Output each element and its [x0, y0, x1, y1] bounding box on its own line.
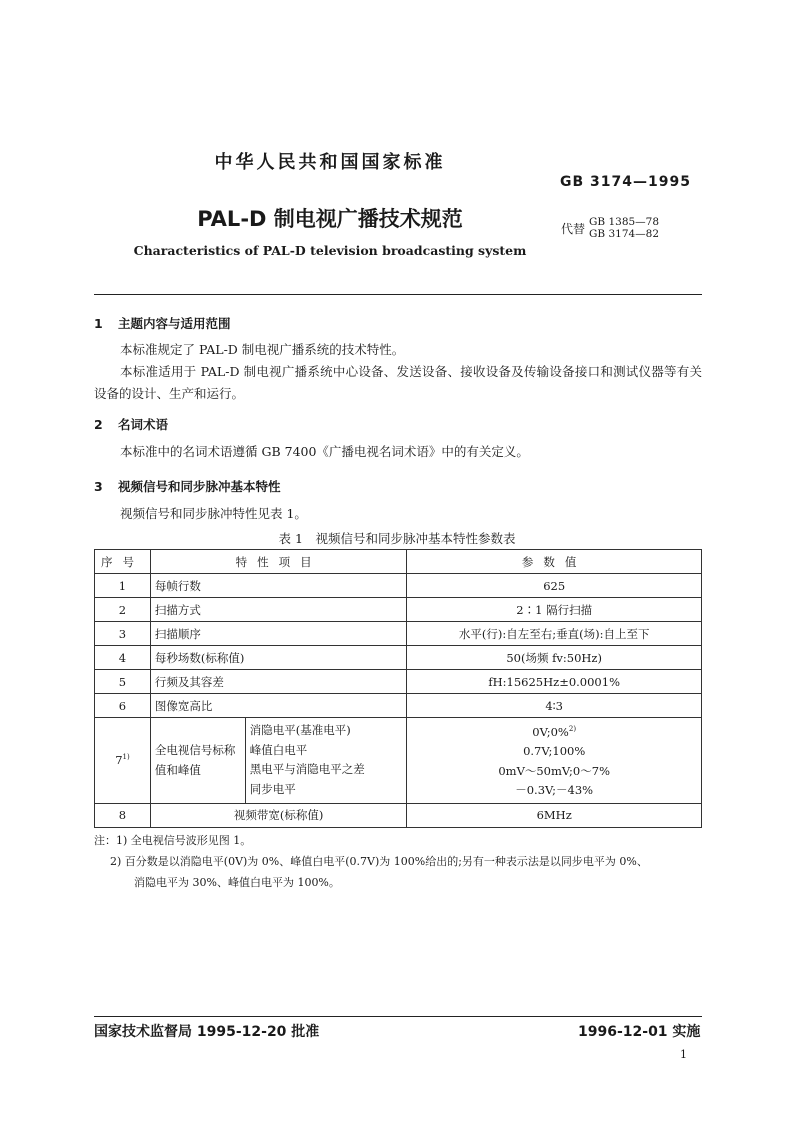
row-no: 3 [95, 622, 151, 646]
table-row-signal-levels [95, 718, 702, 804]
row-item: 每秒场数(标称值) [150, 646, 406, 670]
replaced-standard: GB 1385—78 [589, 216, 660, 228]
section-title: 视频信号和同步脉冲基本特性 [118, 479, 281, 494]
section-number: 3 [94, 479, 103, 494]
replaces-block [561, 216, 659, 240]
header-no: 序号 [95, 550, 151, 574]
table-notes [94, 830, 702, 893]
table-row [95, 670, 702, 694]
sub-item: 同步电平 [249, 781, 296, 796]
sub-item: 峰值白电平 [249, 742, 308, 757]
sub-value [411, 720, 697, 742]
row-no: 2 [95, 598, 151, 622]
row-value: 50(场频 fv:50Hz) [407, 646, 702, 670]
note-line [94, 830, 702, 851]
row-item: 行频及其容差 [150, 670, 406, 694]
row-no: 5 [95, 670, 151, 694]
row-value: fH:15625Hz±0.0001% [407, 670, 702, 694]
row-item: 扫描方式 [150, 598, 406, 622]
table-caption: 表 1 视频信号和同步脉冲基本特性参数表 [278, 531, 516, 546]
table-row [95, 646, 702, 670]
row-value: 625 [407, 574, 702, 598]
row-group-label: 全电视信号标称值和峰值 [150, 718, 245, 804]
section-1-paragraph-2: 本标准适用于 PAL-D 制电视广播系统中心设备、发送设备、接收设备及传输设备接口和测试仪器等有关设备的设计、生产和运行。 [94, 364, 702, 401]
page-title: PAL-D 制电视广播技术规范 [197, 207, 463, 231]
header-value: 参数值 [407, 550, 702, 574]
row-no: 6 [95, 694, 151, 718]
sub-value: 0mV～50mV;0～7% [498, 763, 610, 778]
approval-line: 国家技术监督局 1995-12-20 批准 [94, 1024, 320, 1040]
header-item: 特性项目 [150, 550, 406, 574]
row-value: 水平(行):自左至右;垂直(场):自上至下 [407, 622, 702, 646]
row-value: 6MHz [407, 803, 702, 827]
section-3-paragraph-1: 视频信号和同步脉冲特性见表 1。 [120, 506, 307, 521]
footnote-ref: 2) [568, 725, 577, 733]
section-title: 主题内容与适用范围 [118, 316, 231, 331]
section-number: 2 [94, 417, 103, 432]
section-heading-3 [94, 477, 281, 495]
header-divider [94, 294, 702, 295]
row-item: 视频带宽(标称值) [150, 803, 406, 827]
row-value: 2∶1 隔行扫描 [407, 598, 702, 622]
row-no: 4 [95, 646, 151, 670]
page-number: 1 [680, 1048, 687, 1061]
row-value: 4∶3 [407, 694, 702, 718]
sub-item: 消隐电平(基准电平) [249, 723, 351, 738]
section-heading-2 [94, 415, 168, 433]
footnote-ref: 1) [122, 753, 130, 762]
section-2-paragraph-1: 本标准中的名词术语遵循 GB 7400《广播电视名词术语》中的有关定义。 [120, 444, 529, 459]
row-item: 每帧行数 [150, 574, 406, 598]
row-no [95, 718, 151, 804]
table-row [95, 694, 702, 718]
row-no-value: 7 [115, 753, 123, 768]
section-1-paragraph-1: 本标准规定了 PAL-D 制电视广播系统的技术特性。 [120, 342, 405, 357]
row-no: 1 [95, 574, 151, 598]
row-sub-items [245, 718, 407, 804]
sub-value-text: 0V;0% [532, 724, 569, 739]
row-sub-values [407, 718, 702, 804]
sub-value: －0.3V;－43% [515, 783, 594, 798]
sub-value: 0.7V;100% [523, 744, 586, 759]
table-header-row [95, 550, 702, 574]
replaces-list [589, 216, 659, 240]
table-row [95, 803, 702, 827]
footer-divider [94, 1016, 702, 1017]
section-number: 1 [94, 316, 103, 331]
table-row [95, 574, 702, 598]
section-title: 名词术语 [118, 417, 169, 432]
table-row [95, 598, 702, 622]
note-line: 消隐电平为 30%、峰值白电平为 100%。 [134, 876, 340, 889]
row-no: 8 [95, 803, 151, 827]
effective-date: 1996-12-01 实施 [578, 1024, 701, 1040]
note-line: 2) 百分数是以消隐电平(0V)为 0%、峰值白电平(0.7V)为 100%给出的;另有一种表示法是以同步电平为 0%、 [110, 855, 648, 868]
standard-number: GB 3174—1995 [560, 174, 691, 190]
replaced-standard: GB 3174—82 [589, 228, 660, 240]
note-text: 1) 全电视信号波形见图 1。 [116, 834, 252, 847]
row-item: 图像宽高比 [150, 694, 406, 718]
sub-item: 黑电平与消隐电平之差 [249, 762, 365, 777]
section-heading-1 [94, 314, 231, 332]
row-item: 扫描顺序 [150, 622, 406, 646]
parameter-table [94, 549, 702, 828]
notes-label: 注： [94, 834, 116, 847]
national-standard-heading: 中华人民共和国国家标准 [214, 152, 446, 173]
table-row [95, 622, 702, 646]
replaces-label: 代替 [561, 221, 586, 236]
english-title: Characteristics of PAL-D television broadcasting system [133, 243, 527, 258]
